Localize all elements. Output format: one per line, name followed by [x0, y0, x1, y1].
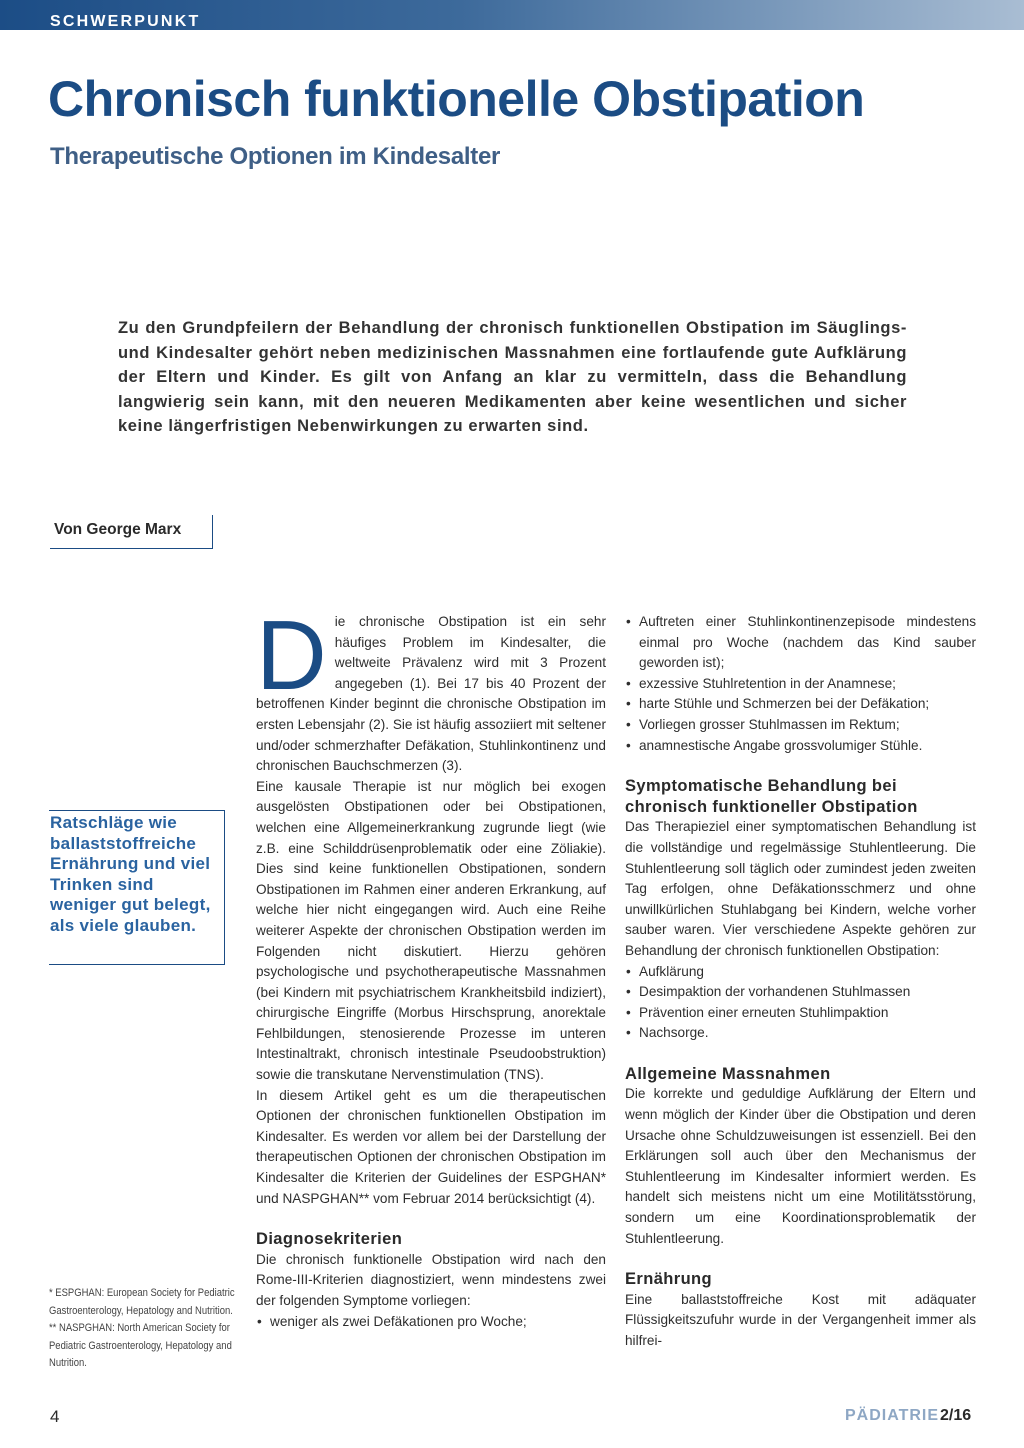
- section-label: SCHWERPUNKT: [50, 13, 201, 30]
- journal-logo: PÄDIATRIE: [845, 1407, 940, 1424]
- footnote-line: Nutrition.: [49, 1357, 87, 1369]
- footnote-line: Pediatric Gastroenterology, Hepatology and: [49, 1339, 232, 1352]
- list-item: • Aufklärung: [625, 962, 976, 983]
- body-paragraph: Das Therapieziel einer symptomatischen Behandlung ist die vollständige und regelmässige Stuhlentleerung. Die Stuhlentleerung soll täglich oder zumindest jeden zweiten Tag erfolgen, ohne Defäkationsschmerz und ohne unwillkürlichen Stuhlabgang bei Kindern, welche vorher sauber waren. Vier verschiedene Aspekte gehören zur Behandlung der chronisch funktionellen Obstipation:: [625, 819, 976, 958]
- article-subtitle: Therapeutische Optionen im Kindesalter: [50, 143, 501, 170]
- heading-symptomatische-behandlung: Symptomatische Behandlung bei chronisch funktioneller Obstipation: [625, 777, 918, 816]
- list-item: • Auftreten einer Stuhlinkontinenzepisode mindestens einmal pro Woche (nachdem das Kind sauber geworden ist);: [625, 612, 976, 674]
- article-abstract: Zu den Grundpfeilern der Behandlung der chronisch funktionellen Obstipation im Säuglings- und Kindesalter gehört neben medizinischen Massnahmen eine fortlaufende gute Aufklärung der Eltern und Kinder. Es gilt von Anfang an klar zu vermitteln, dass die Behandlung langwierig sein kann, mit den neueren Medikamenten aber keine wesentlichen und sicher keine längerfristigen Nebenwirkungen zu erwarten sind.: [118, 319, 907, 435]
- body-paragraph: Eine kausale Therapie ist nur möglich bei exogen ausgelösten Obstipationen oder bei Obstipationen, welchen eine Allgemeinerkrankung zugrunde liegt (wie z.B. eine Schilddrüsenproblematik oder eine Zöliakie). Dies sind keine funktionellen Obstipationen, sondern Obstipationen im Rahmen einer anderen Erkrankung, auf welche hier nicht eingegangen wird. Auch eine Reihe weiterer Aspekte der chronischen Obstipation werden im Folgenden nicht diskutiert. Hierzu gehören psychologische und psychotherapeutische Massnahmen (bei Kindern mit psychiatrischem Krankheitsbild indiziert), chirurgische Eingriffe (Morbus Hirschsprung, anorektale Fehlbildungen, stenosierende Prozesse im unteren Intestinaltrakt, chronisch intestinale Pseudoobstruktion) sowie die transkutane Nervenstimulation (TNS).: [256, 778, 606, 1083]
- heading-allgemeine-massnahmen: Allgemeine Massnahmen: [625, 1064, 831, 1083]
- body-column-right: [625, 612, 976, 1352]
- author-byline: Von George Marx: [54, 521, 182, 538]
- intro-text: ie chronische Obstipation ist ein sehr häufiges Problem im Kindesalter, die weltweite Prävalenz wird mit 3 Prozent angegeben (1). Bei 17 bis 40 Prozent der betroffenen Kinder beginnt die chronische Obstipation im ersten Lebensjahr (2). Sie ist häufig assoziiert mit seltener und/oder schmerzhafter Defäkation, Stuhlinkontinenz und chronischen Bauchschmerzen (3).: [256, 614, 606, 774]
- criteria-list-continued: [625, 612, 976, 756]
- pull-quote: Ratschläge wie ballaststoffreiche Ernährung und viel Trinken sind weniger gut belegt, als viele glauben.: [49, 810, 225, 965]
- body-paragraph: Eine ballaststoffreiche Kost mit adäquater Flüssigkeitszufuhr wurde in der Vergangenheit immer als hilfrei-: [625, 1291, 976, 1348]
- body-paragraph: Die korrekte und geduldige Aufklärung der Eltern und wenn möglich der Kinder über die Obstipation und deren Ursache ohne Schuldzuweisungen ist essenziell. Bei den Erklärungen soll auch über den Mechanismus der Stuhlentleerung im Kindesalter informiert werden. Es handelt sich meistens nicht um eine Motilitätsstörung, sondern um eine Koordinationsproblematik der Stuhlentleerung.: [625, 1086, 976, 1246]
- footnote-line: Gastroenterology, Hepatology and Nutrition.: [49, 1304, 233, 1317]
- footnote-line: * ESPGHAN: European Society for Pediatric: [49, 1287, 235, 1299]
- criteria-list: [256, 1312, 606, 1333]
- heading-diagnosekriterien: Diagnosekriterien: [256, 1230, 403, 1249]
- issue-number: 2/16: [940, 1407, 972, 1424]
- heading-ernaehrung: Ernährung: [625, 1270, 713, 1289]
- byline-box: [50, 515, 213, 549]
- aspects-list: [625, 962, 976, 1044]
- list-item: • Vorliegen grosser Stuhlmassen im Rektum;: [625, 715, 976, 736]
- list-item: • harte Stühle und Schmerzen bei der Defäkation;: [625, 694, 976, 715]
- body-paragraph: Die chronisch funktionelle Obstipation wird nach den Rome-III-Kriterien diagnostiziert, wenn mindestens zwei der folgenden Symptome vorliegen:: [256, 1251, 606, 1308]
- drop-cap: D: [256, 600, 327, 710]
- article-title: Chronisch funktionelle Obstipation: [48, 71, 865, 127]
- list-item: • Desimpaktion der vorhandenen Stuhlmassen: [625, 982, 976, 1003]
- footnotes: [49, 1285, 235, 1373]
- list-item: • weniger als zwei Defäkationen pro Woche;: [256, 1312, 606, 1333]
- body-paragraph: In diesem Artikel geht es um die therapeutischen Optionen der chronischen funktionellen Obstipation im Kindesalter. Es werden vor allem bei der Darstellung der therapeutischen Optionen der chronischen Obstipation im Kindesalter die Kriterien der Guidelines der ESPGHAN* und NASPGHAN** vom Februar 2014 berücksichtigt (4).: [256, 1087, 606, 1206]
- list-item: • Prävention einer erneuten Stuhlimpaktion: [625, 1003, 976, 1024]
- list-item: • Nachsorge.: [625, 1023, 976, 1044]
- body-column-middle: [256, 600, 606, 1332]
- intro-paragraph: [256, 600, 606, 777]
- list-item: • exzessive Stuhlretention in der Anamnese;: [625, 674, 976, 695]
- list-item: • anamnestische Angabe grossvolumiger Stühle.: [625, 736, 976, 757]
- page-number: 4: [50, 1407, 60, 1426]
- footnote-line: ** NASPGHAN: North American Society for: [49, 1322, 230, 1334]
- section-header-bar: [0, 0, 1024, 30]
